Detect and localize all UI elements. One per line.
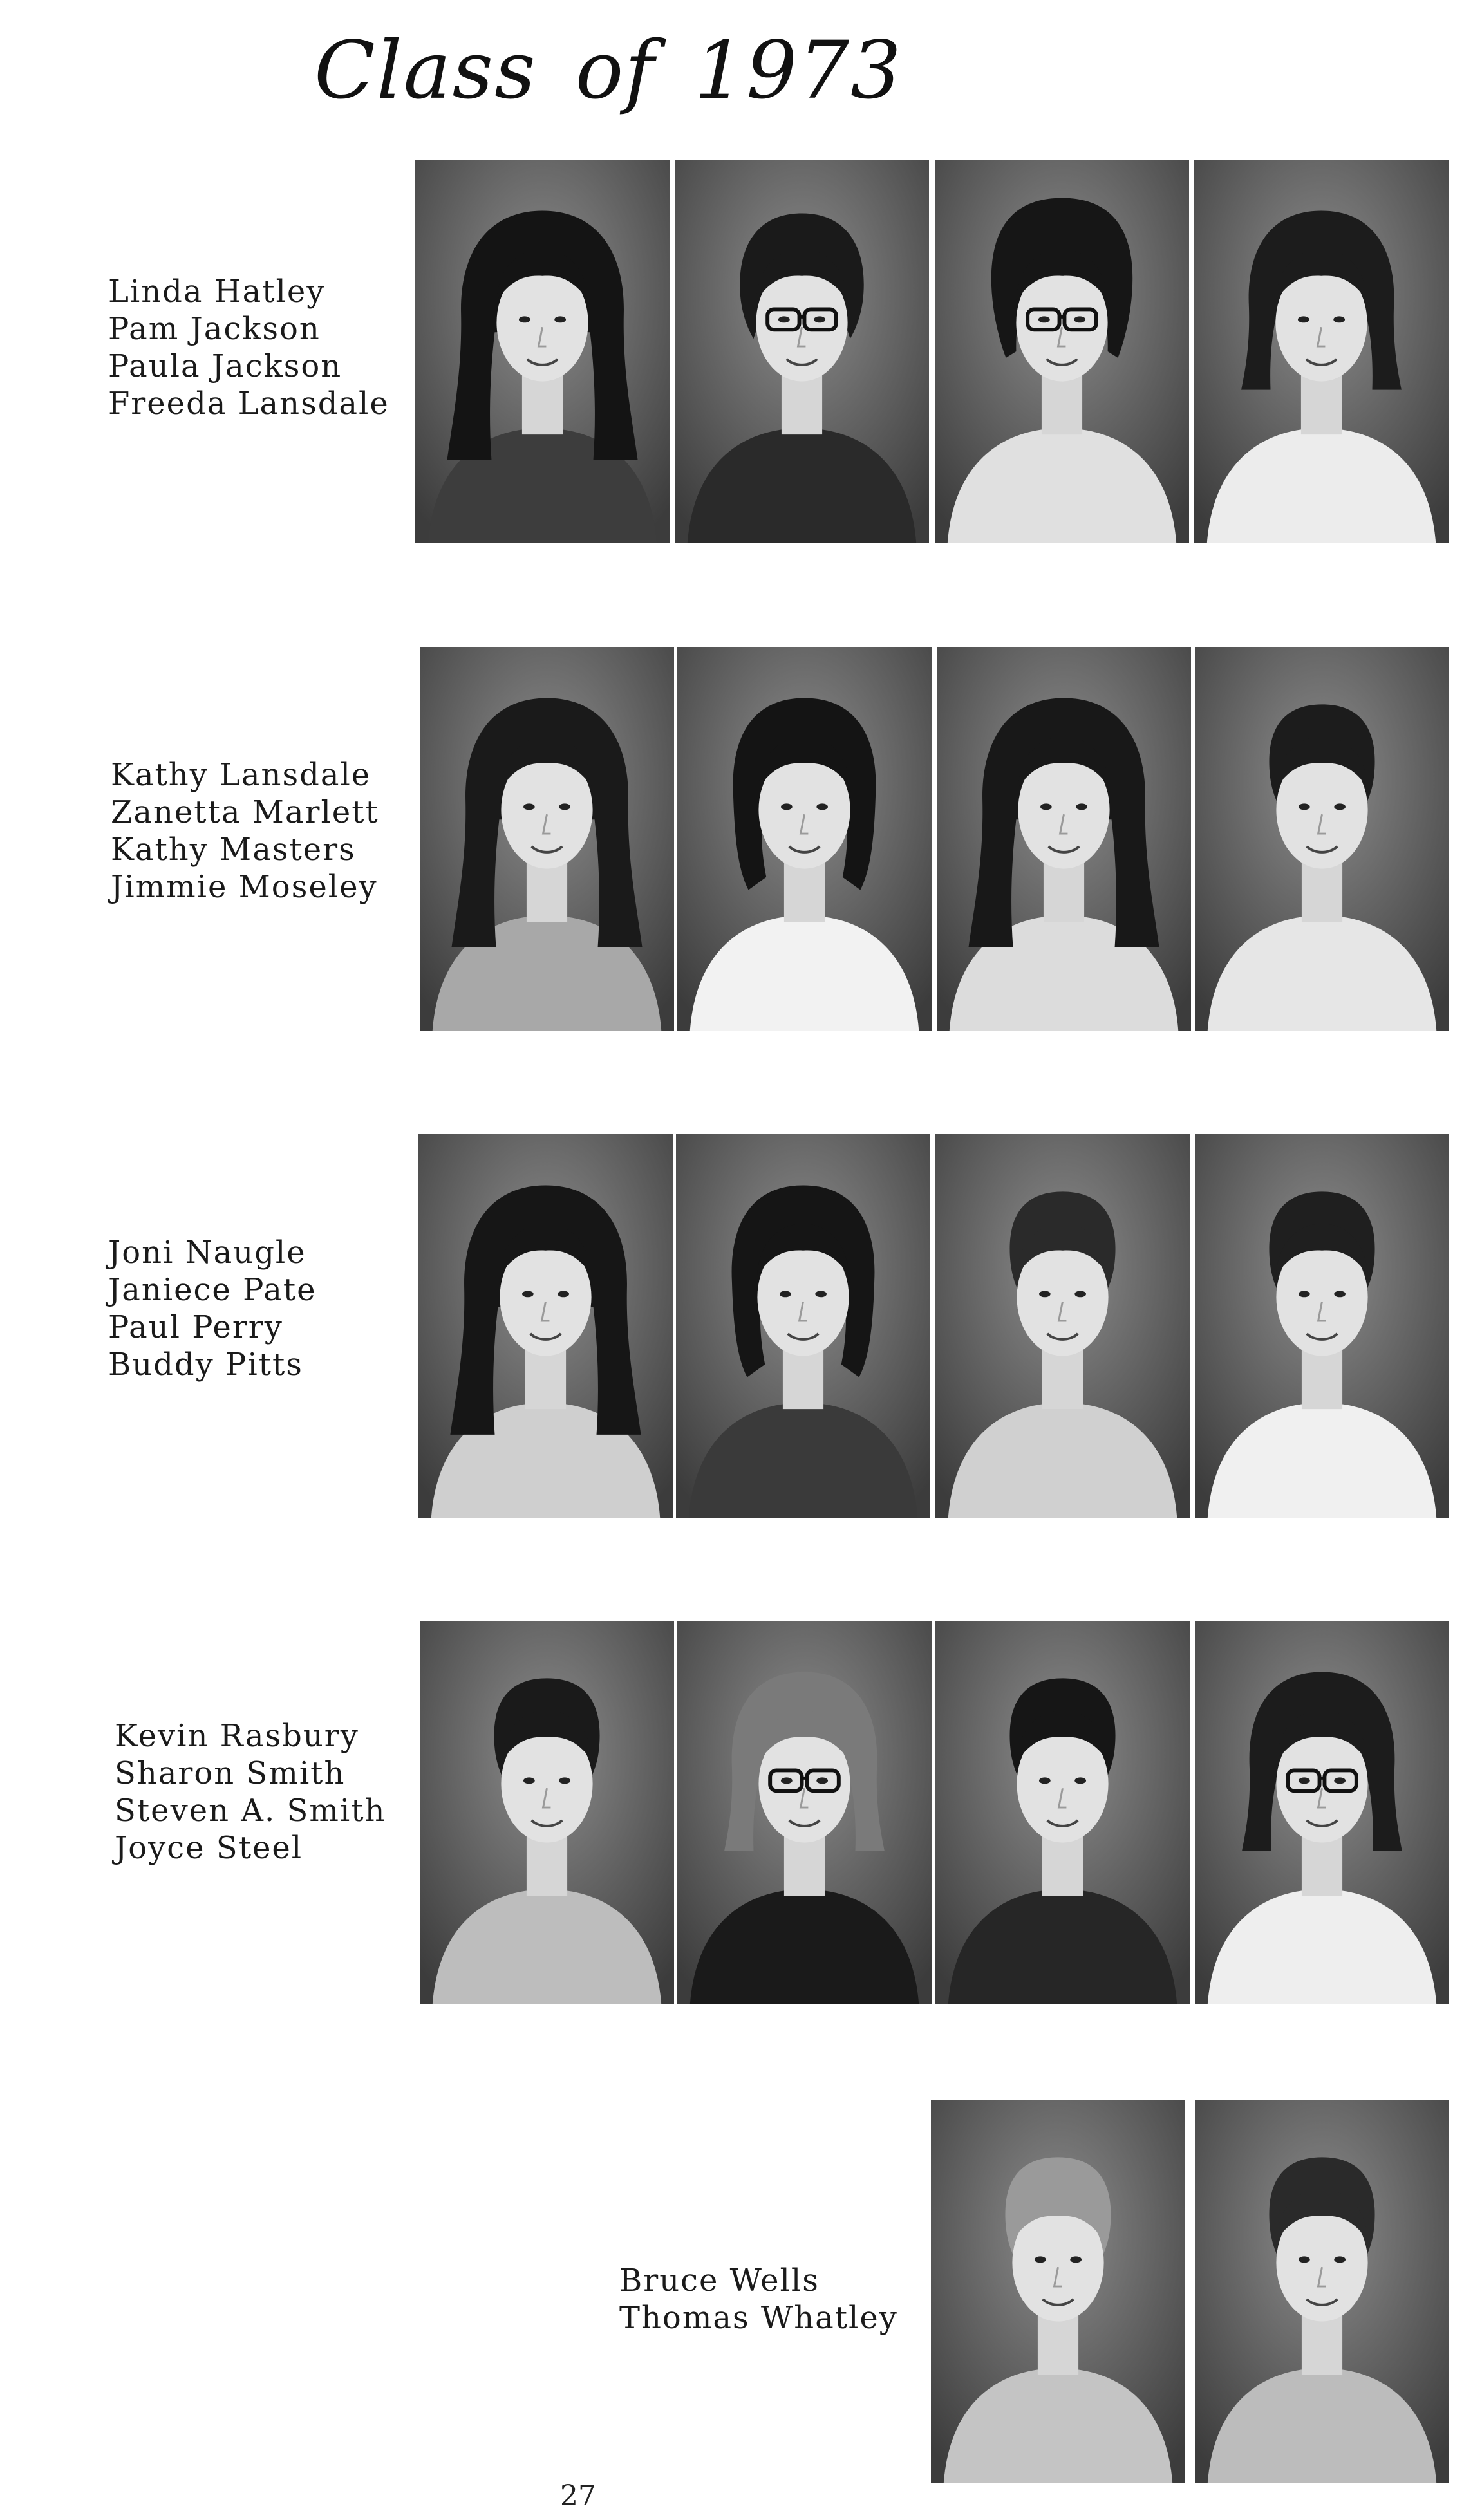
title-word-year: 1973	[694, 24, 903, 117]
portrait-illustration	[677, 647, 932, 1031]
portrait-eye-right	[1074, 1291, 1086, 1297]
portrait-illustration	[1195, 647, 1449, 1031]
portrait-eye-right	[554, 316, 566, 322]
photo-row-1	[415, 160, 1449, 546]
portrait-eye-left	[1039, 1291, 1051, 1297]
portrait-illustration	[931, 2100, 1185, 2483]
portrait-illustration	[1195, 1621, 1449, 2004]
portrait-eye-left	[523, 803, 535, 810]
student-portrait	[935, 1621, 1190, 2004]
portrait-illustration	[677, 1621, 932, 2004]
portrait-eye-left	[1299, 1777, 1310, 1784]
portrait-eye-right	[558, 1291, 569, 1297]
portrait-illustration	[935, 1621, 1190, 2004]
student-name: Freeda Lansdale	[108, 386, 389, 422]
student-portrait	[935, 160, 1189, 543]
name-list-row-3	[108, 1234, 317, 1383]
portrait-eye-right	[559, 803, 570, 810]
portrait-eye-right	[1074, 316, 1085, 322]
name-list-row-5	[619, 2262, 898, 2337]
photo-row-3	[418, 1134, 1450, 1520]
student-name: Jimmie Moseley	[111, 869, 378, 905]
title-word-class: Class	[314, 24, 537, 117]
student-portrait	[931, 2100, 1185, 2483]
student-name: Buddy Pitts	[108, 1347, 303, 1383]
portrait-eye-right	[814, 316, 825, 322]
portrait-eye-left	[780, 1291, 791, 1297]
student-portrait	[935, 1134, 1190, 1518]
portrait-eye-right	[1076, 803, 1087, 810]
student-portrait	[418, 1134, 673, 1518]
student-name: Zanetta Marlett	[111, 794, 379, 830]
portrait-eye-left	[1298, 316, 1309, 322]
student-portrait	[420, 1621, 674, 2004]
portrait-eye-left	[1299, 2256, 1310, 2263]
student-portrait	[677, 1621, 932, 2004]
student-portrait	[677, 647, 932, 1031]
portrait-illustration	[1195, 2100, 1449, 2483]
portrait-eye-right	[816, 803, 828, 810]
portrait-illustration	[418, 1134, 673, 1518]
portrait-eye-left	[781, 803, 793, 810]
student-name: Thomas Whatley	[619, 2300, 898, 2336]
student-portrait	[1194, 160, 1449, 543]
student-portrait	[675, 160, 929, 543]
portrait-eye-right	[1333, 316, 1345, 322]
portrait-eye-right	[1334, 803, 1346, 810]
portrait-illustration	[937, 647, 1191, 1031]
student-name: Paula Jackson	[108, 348, 342, 384]
student-name: Steven A. Smith	[115, 1793, 386, 1829]
portrait-illustration	[675, 160, 929, 543]
portrait-eye-right	[559, 1777, 570, 1784]
student-name: Sharon Smith	[115, 1755, 346, 1791]
student-portrait	[1195, 647, 1449, 1031]
student-portrait	[676, 1134, 930, 1518]
student-name: Kathy Lansdale	[111, 757, 371, 793]
student-name: Kathy Masters	[111, 832, 356, 868]
portrait-eye-right	[816, 1777, 828, 1784]
portrait-illustration	[1195, 1134, 1449, 1518]
name-list-row-4	[115, 1717, 386, 1867]
student-portrait	[420, 647, 674, 1031]
portrait-eye-left	[778, 316, 790, 322]
portrait-eye-right	[815, 1291, 827, 1297]
student-name: Joyce Steel	[115, 1830, 303, 1866]
portrait-eye-right	[1334, 2256, 1346, 2263]
portrait-eye-left	[1299, 803, 1310, 810]
portrait-eye-right	[1334, 1291, 1346, 1297]
name-list-row-1	[108, 273, 389, 422]
portrait-eye-left	[1035, 2256, 1046, 2263]
portrait-eye-left	[522, 1291, 534, 1297]
student-portrait	[1195, 1621, 1449, 2004]
name-list-row-2	[111, 756, 379, 906]
student-portrait	[937, 647, 1191, 1031]
portrait-eye-right	[1070, 2256, 1082, 2263]
portrait-illustration	[415, 160, 670, 543]
portrait-eye-left	[1299, 1291, 1310, 1297]
portrait-illustration	[420, 647, 674, 1031]
student-name: Linda Hatley	[108, 274, 326, 310]
portrait-eye-left	[1039, 1777, 1051, 1784]
portrait-eye-left	[523, 1777, 535, 1784]
portrait-eye-left	[1038, 316, 1050, 322]
student-name: Bruce Wells	[619, 2263, 820, 2299]
student-portrait	[1195, 1134, 1449, 1518]
student-portrait	[415, 160, 670, 543]
photo-row-5	[931, 2100, 1450, 2486]
student-name: Kevin Rasbury	[115, 1718, 359, 1754]
portrait-eye-left	[519, 316, 530, 322]
student-name: Janiece Pate	[108, 1272, 317, 1308]
photo-row-2	[420, 647, 1450, 1033]
portrait-illustration	[935, 160, 1189, 543]
portrait-illustration	[1194, 160, 1449, 543]
student-name: Paul Perry	[108, 1309, 283, 1345]
student-name: Joni Naugle	[108, 1235, 306, 1271]
portrait-eye-right	[1074, 1777, 1086, 1784]
portrait-eye-left	[1040, 803, 1052, 810]
photo-row-4	[420, 1621, 1450, 2007]
student-portrait	[1195, 2100, 1449, 2483]
portrait-eye-left	[781, 1777, 793, 1784]
student-name: Pam Jackson	[108, 311, 321, 347]
portrait-illustration	[935, 1134, 1190, 1518]
page-title	[314, 6, 903, 135]
title-word-of: of	[575, 24, 656, 117]
portrait-illustration	[420, 1621, 674, 2004]
portrait-illustration	[676, 1134, 930, 1518]
page-number: 27	[560, 2479, 596, 2512]
portrait-eye-right	[1334, 1777, 1346, 1784]
